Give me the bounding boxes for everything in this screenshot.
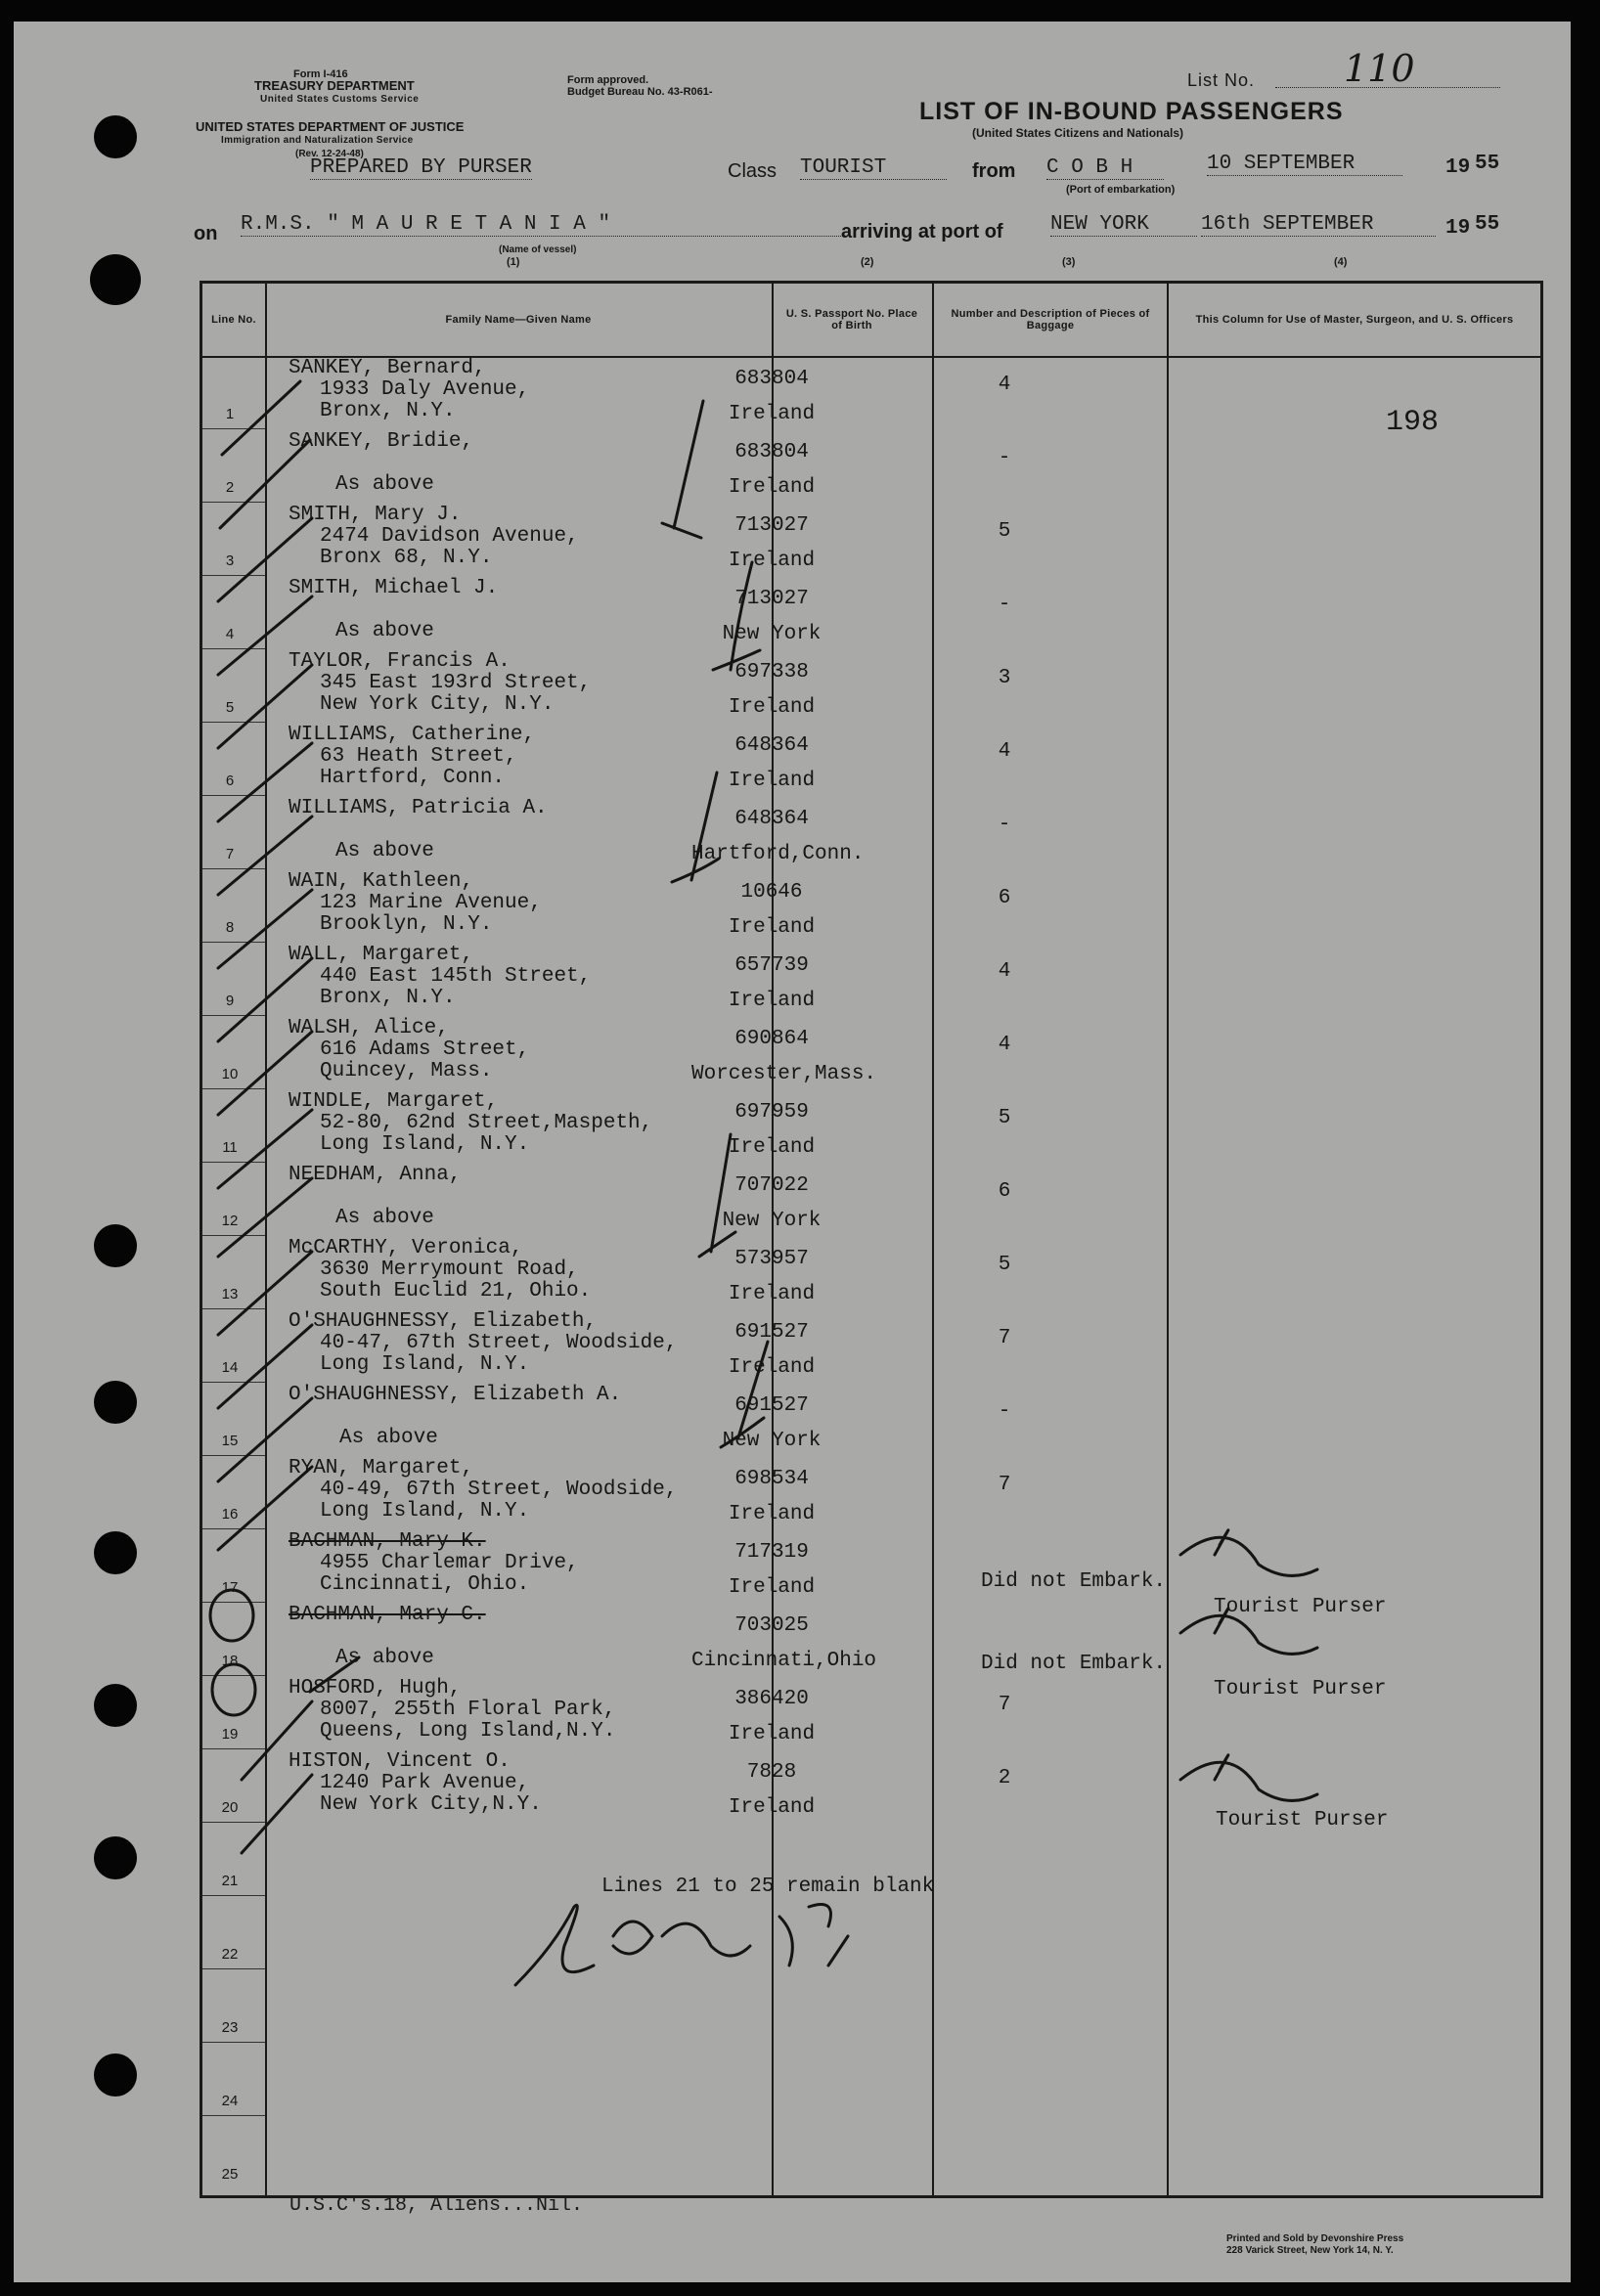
- immigration-service: Immigration and Naturalization Service: [221, 135, 414, 146]
- baggage-count: 3: [998, 667, 1011, 689]
- punch-hole: [90, 254, 141, 305]
- passport-number: 697338: [734, 661, 809, 684]
- place-of-birth: Ireland: [728, 476, 816, 499]
- place-of-birth: Ireland: [728, 1136, 816, 1159]
- passport-number: 648364: [734, 734, 809, 757]
- punch-hole: [94, 1531, 137, 1574]
- table-row: [202, 796, 1540, 869]
- address-line-1: 52-80, 62nd Street,Maspeth,: [320, 1112, 653, 1134]
- line-number: 13: [221, 1286, 239, 1303]
- as-above-note: As above: [335, 840, 434, 862]
- empty-table-row: [202, 2116, 1540, 2189]
- passport-number: 713027: [734, 514, 809, 537]
- passport-number: 717319: [734, 1541, 809, 1564]
- customs-service: United States Customs Service: [260, 94, 420, 105]
- table-row: [202, 1089, 1540, 1163]
- punch-hole: [94, 115, 137, 158]
- vessel-caption: (Name of vessel): [499, 244, 577, 255]
- tourist-purser-17: Tourist Purser: [1214, 1596, 1387, 1618]
- table-row: [202, 1383, 1540, 1456]
- address-line-1: 3630 Merrymount Road,: [320, 1258, 579, 1281]
- passport-number: 713027: [734, 588, 809, 610]
- place-of-birth: New York: [722, 623, 822, 645]
- baggage-count: 6: [998, 1180, 1011, 1203]
- table-row: [202, 503, 1540, 576]
- baggage-count: -: [998, 814, 1011, 836]
- baggage-count: 4: [998, 960, 1011, 983]
- table-row: [202, 1163, 1540, 1236]
- line-number: 22: [221, 1946, 239, 1963]
- address-line-2: Cincinnati, Ohio.: [320, 1573, 530, 1596]
- baggage-count: 7: [998, 1327, 1011, 1349]
- class-value: TOURIST: [800, 156, 947, 180]
- footer-count: U.S.C's.18, Aliens...Nil.: [289, 2194, 584, 2217]
- table-row: [202, 723, 1540, 796]
- line-number: 10: [221, 1066, 239, 1082]
- passenger-name: O'SHAUGHNESSY, Elizabeth,: [289, 1310, 598, 1333]
- passenger-name: HISTON, Vincent O.: [289, 1750, 511, 1773]
- place-of-birth: New York: [722, 1430, 822, 1452]
- line-number: 14: [221, 1359, 239, 1376]
- address-line-2: Hartford, Conn.: [320, 767, 506, 789]
- embark-port: C O B H: [1046, 156, 1164, 180]
- year-value-1: 55: [1475, 153, 1500, 175]
- passenger-name: WALSH, Alice,: [289, 1017, 449, 1039]
- list-no-label: List No.: [1187, 70, 1256, 90]
- port-embarkation-caption: (Port of embarkation): [1066, 184, 1176, 196]
- col3-number: (3): [1062, 256, 1076, 268]
- address-line-1: 4955 Charlemar Drive,: [320, 1552, 579, 1574]
- passenger-table: [200, 281, 1543, 2198]
- address-line-1: 123 Marine Avenue,: [320, 892, 542, 914]
- department-of-justice: UNITED STATES DEPARTMENT OF JUSTICE: [196, 119, 465, 134]
- passenger-name: WALL, Margaret,: [289, 944, 474, 966]
- line-number: 24: [221, 2093, 239, 2109]
- baggage-count: 4: [998, 740, 1011, 763]
- arrival-port: NEW YORK: [1050, 213, 1197, 237]
- form-number: Form I-416: [293, 68, 348, 80]
- passport-number: 690864: [734, 1028, 809, 1050]
- baggage-count: 5: [998, 1254, 1011, 1276]
- column-header-name: Family Name—Given Name: [445, 314, 592, 326]
- passport-number: 7828: [746, 1761, 797, 1784]
- did-not-embark-17: Did not Embark.: [981, 1570, 1167, 1593]
- passenger-name: SMITH, Mary J.: [289, 504, 462, 526]
- table-row: [202, 576, 1540, 649]
- as-above-note: As above: [335, 1207, 434, 1229]
- place-of-birth: Hartford,Conn.: [691, 843, 865, 865]
- line-number: 9: [225, 993, 235, 1009]
- as-above-note: As above: [339, 1427, 438, 1449]
- passport-number: 683804: [734, 368, 809, 390]
- printer-line-2: 228 Varick Street, New York 14, N. Y.: [1226, 2245, 1394, 2256]
- baggage-count: 5: [998, 1107, 1011, 1129]
- line-number: 2: [225, 479, 235, 496]
- form-approved: Form approved.: [567, 74, 649, 86]
- place-of-birth: Worcester,Mass.: [691, 1063, 877, 1085]
- column-header-passport: U. S. Passport No. Place of Birth: [785, 308, 918, 331]
- address-line-2: New York City, N.Y.: [320, 693, 555, 716]
- from-label: from: [972, 160, 1016, 182]
- lines-blank-note: Lines 21 to 25 remain blank: [601, 1876, 935, 1898]
- passenger-name: WILLIAMS, Patricia A.: [289, 797, 548, 819]
- address-line-2: Long Island, N.Y.: [320, 1500, 530, 1523]
- class-label: Class: [728, 160, 778, 182]
- line-number: 1: [225, 406, 235, 422]
- address-line-2: Long Island, N.Y.: [320, 1133, 530, 1156]
- line-number: 21: [221, 1873, 239, 1889]
- address-line-1: 2474 Davidson Avenue,: [320, 525, 579, 548]
- column-header-officers: This Column for Use of Master, Surgeon, and U. S. Officers: [1195, 314, 1514, 326]
- passenger-name: WINDLE, Margaret,: [289, 1090, 499, 1113]
- address-line-1: 63 Heath Street,: [320, 745, 517, 768]
- line-number: 18: [221, 1653, 239, 1669]
- line-number: 6: [225, 773, 235, 789]
- line-number: 16: [221, 1506, 239, 1523]
- column-header-baggage: Number and Description of Pieces of Baggage: [951, 308, 1150, 331]
- passport-number: 698534: [734, 1468, 809, 1490]
- passport-number: 703025: [734, 1614, 809, 1637]
- place-of-birth: Ireland: [728, 770, 816, 792]
- passenger-name: RYAN, Margaret,: [289, 1457, 474, 1479]
- year-prefix-2: 19: [1445, 217, 1471, 240]
- passenger-name: TAYLOR, Francis A.: [289, 650, 511, 673]
- place-of-birth: Ireland: [728, 916, 816, 939]
- passport-number: 648364: [734, 808, 809, 830]
- table-row: [202, 1016, 1540, 1089]
- place-of-birth: Ireland: [728, 990, 816, 1012]
- col4-number: (4): [1334, 256, 1348, 268]
- treasury-department: TREASURY DEPARTMENT: [254, 78, 415, 93]
- address-line-1: 440 East 145th Street,: [320, 965, 592, 988]
- address-line-1: 345 East 193rd Street,: [320, 672, 592, 694]
- line-number: 17: [221, 1579, 239, 1596]
- passport-number: 10646: [740, 881, 803, 904]
- as-above-note: As above: [335, 620, 434, 642]
- passenger-name: WAIN, Kathleen,: [289, 870, 474, 893]
- passenger-name: O'SHAUGHNESSY, Elizabeth A.: [289, 1384, 622, 1406]
- passport-number: 573957: [734, 1248, 809, 1270]
- address-line-2: Quincey, Mass.: [320, 1060, 493, 1082]
- address-line-2: Bronx 68, N.Y.: [320, 547, 493, 569]
- officer-number: 198: [1386, 406, 1440, 439]
- address-line-1: 40-47, 67th Street, Woodside,: [320, 1332, 678, 1354]
- punch-hole: [94, 2053, 137, 2097]
- passenger-name: SANKEY, Bernard,: [289, 357, 486, 379]
- punch-hole: [94, 1684, 137, 1727]
- table-row: [202, 1309, 1540, 1383]
- passenger-name: HOSFORD, Hugh,: [289, 1677, 462, 1700]
- passenger-name: WILLIAMS, Catherine,: [289, 724, 536, 746]
- baggage-count: -: [998, 447, 1011, 469]
- address-line-1: 8007, 255th Floral Park,: [320, 1699, 616, 1721]
- passenger-name: BACHMAN, Mary C.: [289, 1604, 486, 1626]
- line-number: 19: [221, 1726, 239, 1743]
- place-of-birth: Ireland: [728, 1283, 816, 1305]
- did-not-embark-18: Did not Embark.: [981, 1653, 1167, 1675]
- address-line-2: Queens, Long Island,N.Y.: [320, 1720, 616, 1743]
- passport-number: 683804: [734, 441, 809, 464]
- address-line-2: Brooklyn, N.Y.: [320, 913, 493, 936]
- line-number: 8: [225, 919, 235, 936]
- revision-date: (Rev. 12-24-48): [295, 149, 364, 159]
- passenger-name: SMITH, Michael J.: [289, 577, 499, 599]
- embark-date: 10 SEPTEMBER: [1207, 153, 1402, 176]
- table-row: [202, 1529, 1540, 1603]
- table-row: [202, 649, 1540, 723]
- place-of-birth: Ireland: [728, 1723, 816, 1745]
- table-row: [202, 869, 1540, 943]
- line-number: 5: [225, 699, 235, 716]
- budget-bureau: Budget Bureau No. 43-R061-: [567, 86, 713, 98]
- table-row: [202, 356, 1540, 429]
- line-number: 20: [221, 1799, 239, 1816]
- address-line-2: South Euclid 21, Ohio.: [320, 1280, 592, 1303]
- list-no-value: 110: [1344, 47, 1415, 90]
- arrival-date: 16th SEPTEMBER: [1201, 213, 1436, 237]
- address-line-1: 40-49, 67th Street, Woodside,: [320, 1479, 678, 1501]
- table-row: [202, 1456, 1540, 1529]
- place-of-birth: Cincinnati,Ohio: [691, 1650, 877, 1672]
- passenger-name: BACHMAN, Mary K.: [289, 1530, 486, 1553]
- on-label: on: [194, 223, 218, 244]
- line-number: 25: [221, 2166, 239, 2183]
- as-above-note: As above: [335, 1647, 434, 1669]
- tourist-purser-18: Tourist Purser: [1214, 1678, 1387, 1700]
- baggage-count: 4: [998, 1034, 1011, 1056]
- punch-hole: [94, 1224, 137, 1267]
- line-number: 12: [221, 1213, 239, 1229]
- passport-number: 386420: [734, 1688, 809, 1710]
- passenger-name: SANKEY, Bridie,: [289, 430, 474, 453]
- place-of-birth: Ireland: [728, 1576, 816, 1599]
- passenger-list-sheet: [14, 22, 1571, 2282]
- page-title: LIST OF IN-BOUND PASSENGERS: [919, 98, 1344, 125]
- line-number: 3: [225, 552, 235, 569]
- passport-number: 691527: [734, 1321, 809, 1344]
- empty-table-row: [202, 2043, 1540, 2116]
- line-number: 15: [221, 1433, 239, 1449]
- place-of-birth: Ireland: [728, 403, 816, 425]
- vessel-name: R.M.S. " M A U R E T A N I A ": [241, 213, 847, 237]
- tourist-purser-20: Tourist Purser: [1216, 1809, 1389, 1832]
- place-of-birth: Ireland: [728, 696, 816, 719]
- place-of-birth: Ireland: [728, 1356, 816, 1379]
- baggage-count: 4: [998, 374, 1011, 396]
- year-value-2: 55: [1475, 213, 1500, 236]
- table-row: [202, 943, 1540, 1016]
- punch-hole: [94, 1836, 137, 1879]
- address-line-1: 1933 Daly Avenue,: [320, 378, 530, 401]
- place-of-birth: Ireland: [728, 550, 816, 572]
- address-line-2: Long Island, N.Y.: [320, 1353, 530, 1376]
- passport-number: 697959: [734, 1101, 809, 1124]
- baggage-count: -: [998, 594, 1011, 616]
- address-line-1: 616 Adams Street,: [320, 1038, 530, 1061]
- baggage-count: 7: [998, 1694, 1011, 1716]
- year-prefix-1: 19: [1445, 156, 1471, 179]
- empty-table-row: [202, 1969, 1540, 2043]
- address-line-2: Bronx, N.Y.: [320, 400, 456, 422]
- punch-hole: [94, 1381, 137, 1424]
- printer-line-1: Printed and Sold by Devonshire Press: [1226, 2233, 1404, 2244]
- column-header-line-no: Line No.: [211, 314, 256, 326]
- passenger-name: NEEDHAM, Anna,: [289, 1164, 462, 1186]
- as-above-note: As above: [335, 473, 434, 496]
- line-number: 11: [222, 1139, 238, 1156]
- place-of-birth: Ireland: [728, 1503, 816, 1525]
- col2-number: (2): [861, 256, 874, 268]
- baggage-count: 2: [998, 1767, 1011, 1789]
- baggage-count: -: [998, 1400, 1011, 1423]
- table-row: [202, 429, 1540, 503]
- address-line-2: Bronx, N.Y.: [320, 987, 456, 1009]
- address-line-1: 1240 Park Avenue,: [320, 1772, 530, 1794]
- passport-number: 691527: [734, 1394, 809, 1417]
- line-number: 7: [225, 846, 235, 862]
- line-number: 4: [225, 626, 235, 642]
- place-of-birth: Ireland: [728, 1796, 816, 1819]
- page-subtitle: (United States Citizens and Nationals): [972, 126, 1184, 140]
- passenger-name: McCARTHY, Veronica,: [289, 1237, 523, 1259]
- arriving-label: arriving at port of: [841, 221, 1003, 243]
- passport-number: 707022: [734, 1174, 809, 1197]
- col1-number: (1): [507, 256, 520, 268]
- baggage-count: 7: [998, 1474, 1011, 1496]
- baggage-count: 6: [998, 887, 1011, 909]
- place-of-birth: New York: [722, 1210, 822, 1232]
- passport-number: 657739: [734, 954, 809, 977]
- baggage-count: 5: [998, 520, 1011, 543]
- line-number: 23: [221, 2019, 239, 2036]
- table-row: [202, 1236, 1540, 1309]
- empty-table-row: [202, 1896, 1540, 1969]
- address-line-2: New York City,N.Y.: [320, 1793, 542, 1816]
- prepared-by: PREPARED BY PURSER: [310, 156, 532, 179]
